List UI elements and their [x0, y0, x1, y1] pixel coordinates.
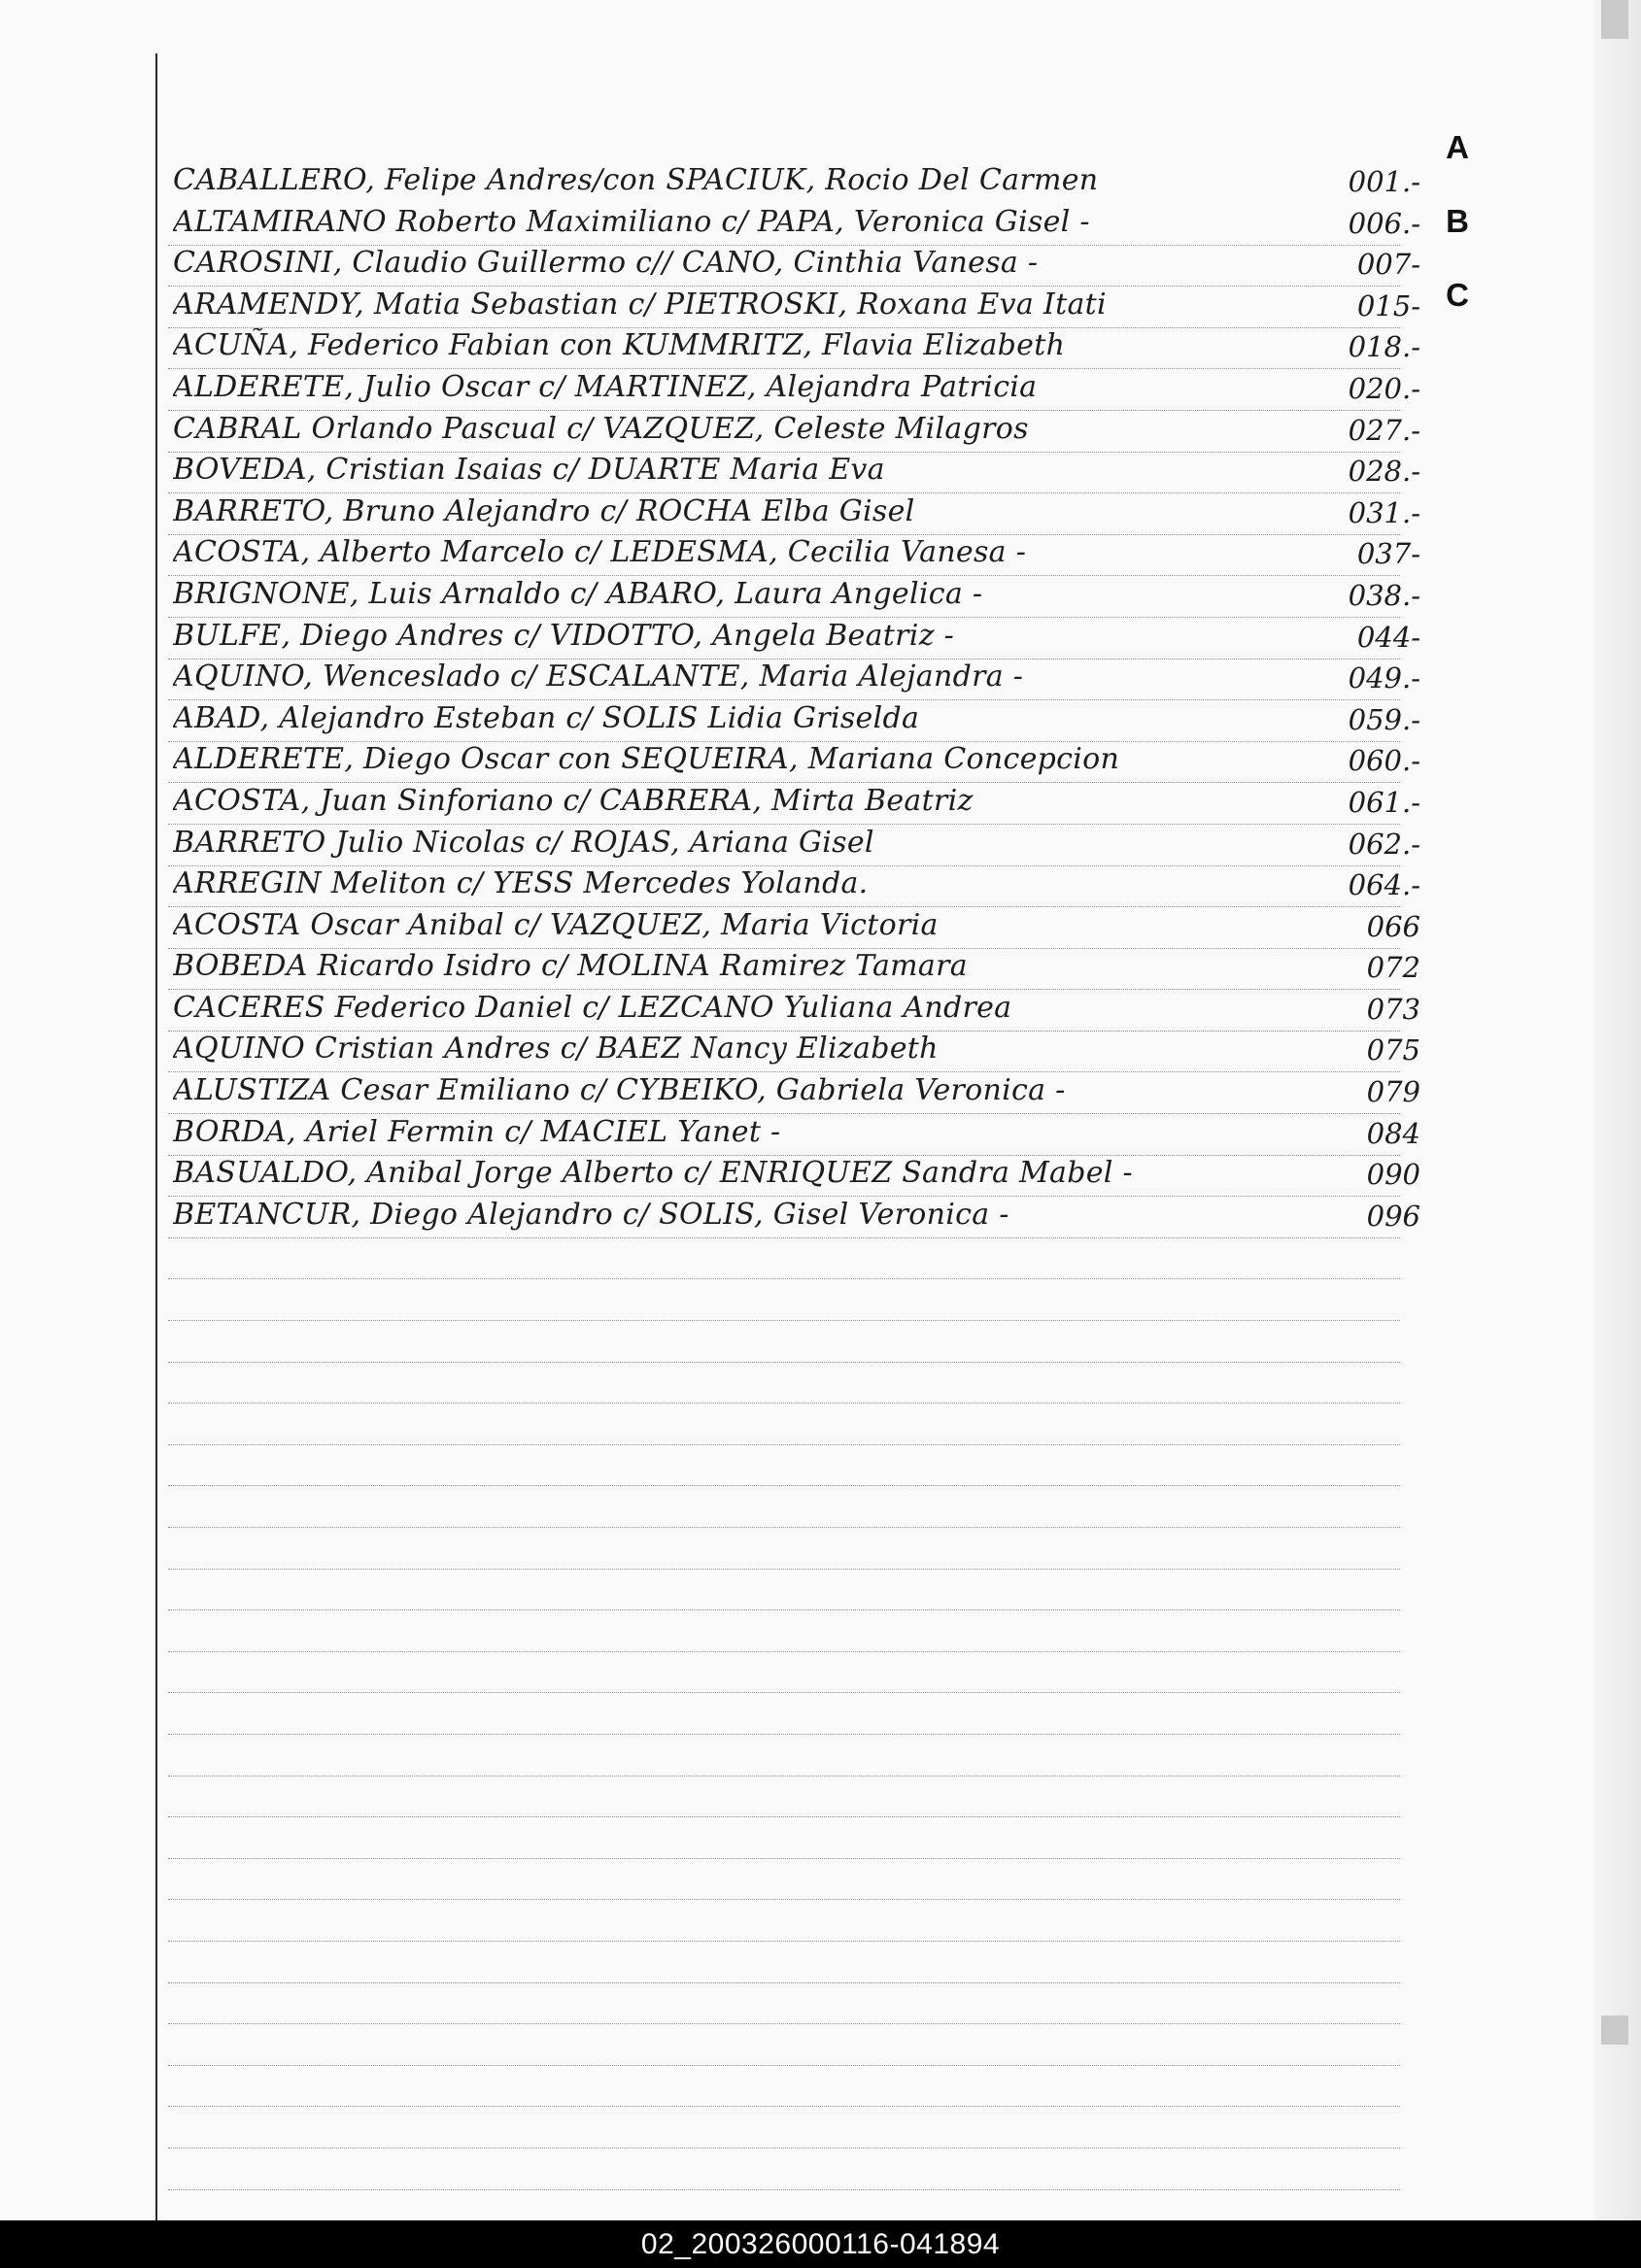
entry-names: ALDERETE, Diego Oscar con SEQUEIRA, Mariana Concepcion [173, 742, 1120, 777]
ruled-line [168, 1652, 1400, 1694]
ruled-line [168, 1363, 1400, 1405]
alphabet-index-tabs [1438, 126, 1477, 348]
list-item [167, 491, 1420, 532]
list-item [167, 615, 1420, 657]
ruled-line [168, 1445, 1400, 1487]
entry-number: 072 [1366, 951, 1420, 985]
list-item [167, 863, 1420, 904]
list-item [167, 366, 1420, 408]
list-item [167, 201, 1420, 243]
entry-names: BOVEDA, Cristian Isaias c/ DUARTE Maria Eva [173, 453, 885, 488]
entry-names: ALTAMIRANO Roberto Maximiliano c/ PAPA, Veronica Gisel - [173, 204, 1090, 239]
list-item [167, 284, 1420, 325]
entry-number: 007- [1356, 248, 1420, 282]
entry-number: 020.- [1348, 371, 1420, 405]
entry-names: BARRETO, Bruno Alejandro c/ ROCHA Elba Gisel [173, 493, 915, 528]
entry-names: ABAD, Alejandro Esteban c/ SOLIS Lidia Griselda [173, 700, 920, 735]
list-item [167, 1152, 1420, 1194]
entry-number: 066 [1366, 909, 1420, 943]
page-edge-mark [1601, 0, 1628, 39]
ruled-line [168, 1404, 1400, 1445]
entry-number: 001.- [1348, 165, 1420, 198]
scan-code: 02_200326000116-041894 [640, 2228, 1001, 2260]
entry-names: BETANCUR, Diego Alejandro c/ SOLIS, Gisel Veronica - [173, 1197, 1009, 1232]
entry-names: ACOSTA Oscar Anibal c/ VAZQUEZ, Maria Victoria [173, 907, 939, 942]
list-item [167, 987, 1420, 1029]
left-margin-rule [155, 53, 157, 2220]
ruled-line [168, 1983, 1400, 2025]
entry-names: BRIGNONE, Luis Arnaldo c/ ABARO, Laura Angelica - [173, 576, 983, 611]
entry-number: 015- [1356, 288, 1420, 322]
entry-names: CABRAL Orlando Pascual c/ VAZQUEZ, Celeste Milagros [173, 411, 1029, 446]
ruled-line [168, 1693, 1400, 1735]
entry-number: 062.- [1348, 827, 1420, 861]
list-item [167, 780, 1420, 822]
entry-number: 096 [1366, 1199, 1420, 1233]
entry-number: 075 [1366, 1033, 1420, 1067]
entry-names: AQUINO, Wenceslado c/ ESCALANTE, Maria Alejandra - [173, 660, 1024, 694]
entry-number: 061.- [1348, 785, 1420, 819]
list-item [167, 822, 1420, 863]
ruled-line [168, 1859, 1400, 1901]
list-item [167, 1069, 1420, 1111]
entry-list [167, 159, 1420, 1235]
list-item [167, 573, 1420, 615]
entry-number: 038.- [1348, 578, 1420, 612]
entry-number: 064.- [1348, 868, 1420, 902]
entry-names: ACUÑA, Federico Fabian con KUMMRITZ, Flavia Elizabeth [173, 328, 1066, 363]
entry-names: ARAMENDY, Matia Sebastian c/ PIETROSKI, Roxana Eva Itati [173, 287, 1107, 322]
ruled-line [168, 1528, 1400, 1570]
list-item [167, 242, 1420, 284]
ruled-line [168, 2107, 1400, 2149]
entry-names: BASUALDO, Anibal Jorge Alberto c/ ENRIQUEZ Sandra Mabel - [173, 1156, 1133, 1191]
ruled-line [168, 2066, 1400, 2108]
page-edge-shadow [1593, 0, 1641, 2220]
entry-number: 031.- [1348, 495, 1420, 529]
entry-names: BORDA, Ariel Fermin c/ MACIEL Yanet - [173, 1114, 781, 1149]
entry-names: ALUSTIZA Cesar Emiliano c/ CYBEIKO, Gabriela Veronica - [173, 1073, 1066, 1108]
page-edge-mark [1601, 2015, 1628, 2045]
entry-number: 073 [1366, 992, 1420, 1026]
list-item [167, 531, 1420, 573]
entry-names: CAROSINI, Claudio Guillermo c// CANO, Cinthia Vanesa - [173, 246, 1039, 281]
ruled-line [168, 2024, 1400, 2066]
ruled-line [168, 1900, 1400, 1942]
entry-number: 028.- [1348, 455, 1420, 489]
ruled-line [168, 1570, 1400, 1611]
list-item [167, 324, 1420, 366]
index-letter-b: B [1446, 203, 1469, 239]
list-item [167, 159, 1420, 201]
ruled-line [168, 1777, 1400, 1818]
entry-names: ACOSTA, Juan Sinforiano c/ CABRERA, Mirta Beatriz [173, 783, 974, 818]
list-item [167, 904, 1420, 946]
ruled-line [168, 1321, 1400, 1363]
entry-number: 059.- [1348, 702, 1420, 736]
list-item [167, 449, 1420, 491]
list-item [167, 1111, 1420, 1153]
list-item [167, 656, 1420, 697]
entry-number: 037- [1356, 537, 1420, 571]
entry-names: BOBEDA Ricardo Isidro c/ MOLINA Ramirez Tamara [173, 949, 968, 984]
entry-names: AQUINO Cristian Andres c/ BAEZ Nancy Elizabeth [173, 1032, 939, 1066]
entry-names: ACOSTA, Alberto Marcelo c/ LEDESMA, Cecilia Vanesa - [173, 535, 1027, 570]
entry-number: 044- [1356, 620, 1420, 654]
ruled-line [168, 1279, 1400, 1321]
entry-number: 049.- [1348, 661, 1420, 695]
ruled-line [168, 1735, 1400, 1777]
entry-names: CABALLERO, Felipe Andres/con SPACIUK, Rocio Del Carmen [173, 163, 1099, 197]
entry-names: BARRETO Julio Nicolas c/ ROJAS, Ariana Gisel [173, 825, 874, 860]
ruled-line [168, 1486, 1400, 1528]
entry-names: ALDERETE, Julio Oscar c/ MARTINEZ, Alejandra Patricia [173, 369, 1038, 404]
entry-number: 084 [1366, 1116, 1420, 1150]
entry-number: 006.- [1348, 206, 1420, 240]
ruled-line [168, 1942, 1400, 1983]
entry-number: 079 [1366, 1075, 1420, 1109]
list-item [167, 697, 1420, 739]
entry-number: 060.- [1348, 744, 1420, 778]
entry-number: 027.- [1348, 413, 1420, 447]
list-item [167, 1028, 1420, 1069]
list-item [167, 738, 1420, 780]
index-letter-c: C [1446, 277, 1469, 313]
ruled-line [168, 1610, 1400, 1652]
entry-names: CACERES Federico Daniel c/ LEZCANO Yuliana Andrea [173, 990, 1012, 1025]
entry-number: 090 [1366, 1158, 1420, 1192]
ruled-line [168, 1817, 1400, 1859]
index-letter-a: A [1446, 129, 1469, 165]
entry-number: 018.- [1348, 330, 1420, 364]
list-item [167, 1194, 1420, 1236]
ruled-line [168, 2149, 1400, 2190]
entry-names: ARREGIN Meliton c/ YESS Mercedes Yolanda. [173, 866, 869, 901]
scan-footer-bar [0, 2220, 1641, 2268]
list-item [167, 408, 1420, 450]
entry-names: BULFE, Diego Andres c/ VIDOTTO, Angela Beatriz - [173, 618, 955, 653]
ruled-line [168, 1238, 1400, 1280]
list-item [167, 945, 1420, 987]
